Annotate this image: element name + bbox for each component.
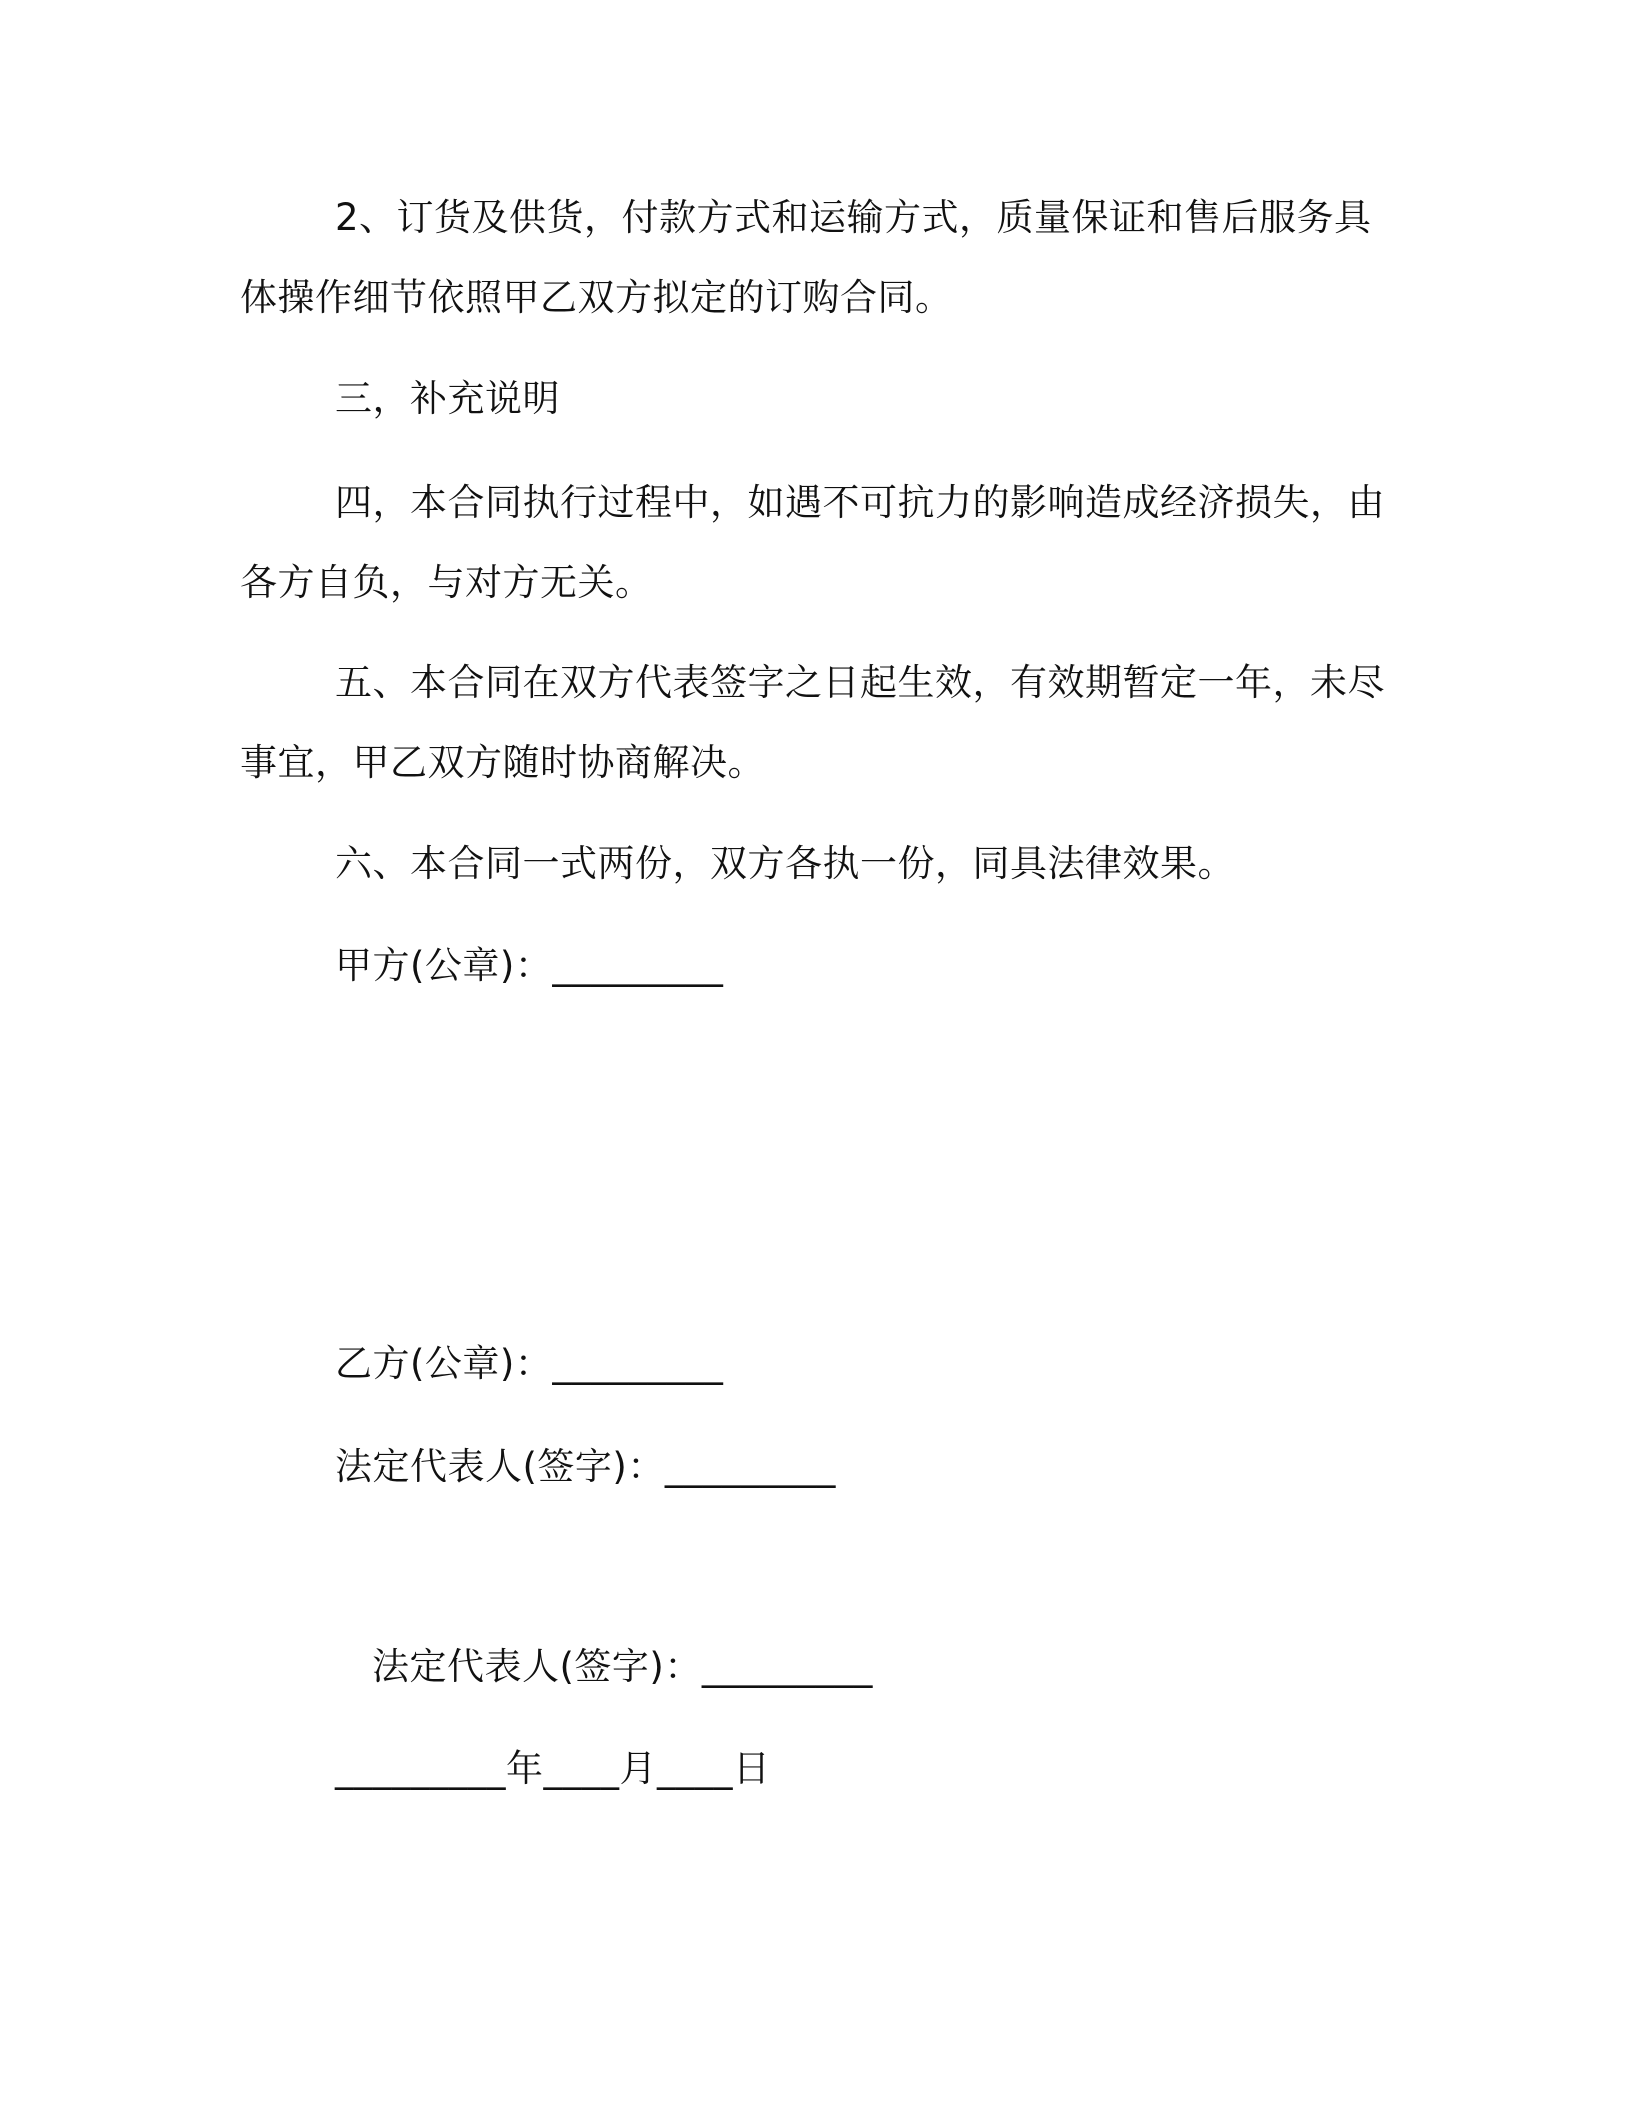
date-line: _________年____月____日 <box>335 1747 771 1790</box>
party-b-seal-line: 乙方(公章)：_________ <box>335 1342 724 1385</box>
legal-representative-signature-1: 法定代表人(签字)：_________ <box>335 1445 836 1488</box>
section-4-paragraph: 四，本合同执行过程中，如遇不可抗力的影响造成经济损失，由各方自负，与对方无关。 <box>240 481 1385 604</box>
clause-2-paragraph: 2、订货及供货，付款方式和运输方式，质量保证和售后服务具体操作细节依照甲乙双方拟定的订购合同。 <box>240 196 1372 319</box>
section-3-heading: 三，补充说明 <box>335 377 560 420</box>
legal-representative-signature-2: 法定代表人(签字)：_________ <box>372 1645 873 1688</box>
section-6-paragraph: 六、本合同一式两份，双方各执一份，同具法律效果。 <box>335 842 1235 885</box>
party-a-seal-line: 甲方(公章)：_________ <box>335 944 724 987</box>
section-5-paragraph: 五、本合同在双方代表签字之日起生效，有效期暂定一年，未尽事宜，甲乙双方随时协商解决。 <box>240 661 1385 784</box>
